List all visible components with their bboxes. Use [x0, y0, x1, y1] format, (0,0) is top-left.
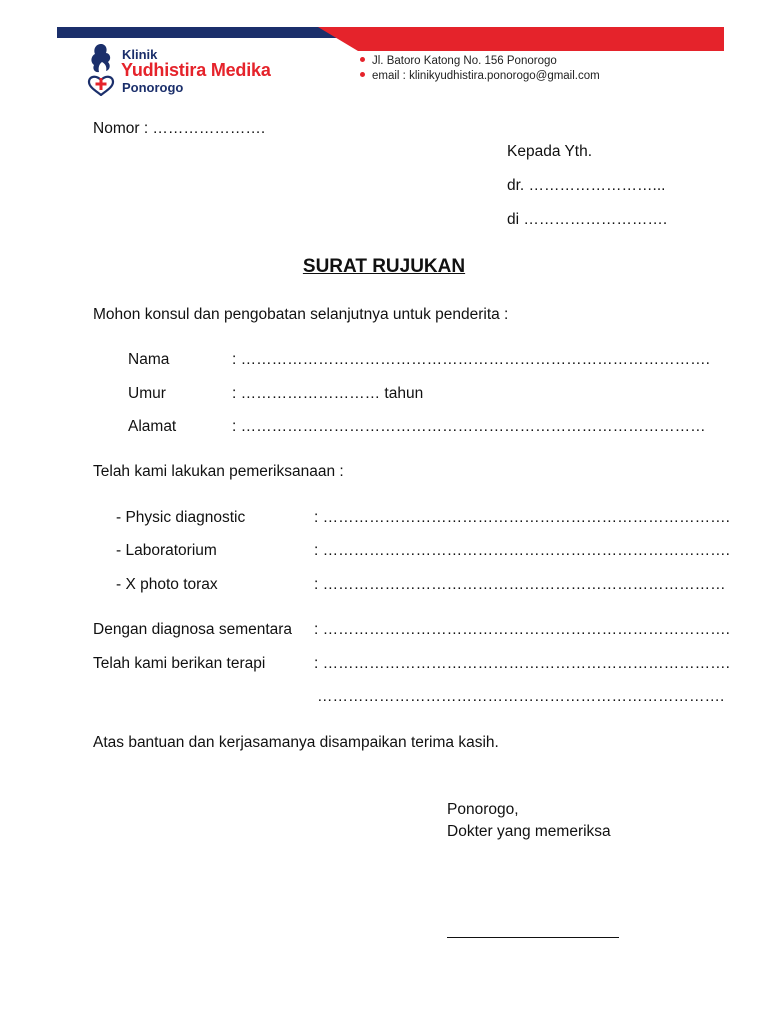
patient-address-value: : ……………………………………………………………………………… [232, 418, 706, 435]
recipient-doctor: dr. ……………………... [507, 177, 666, 194]
bullet-dot-icon [360, 72, 365, 77]
brand-city: Ponorogo [122, 80, 184, 95]
diagnosis-value: : ……………………………………………………………………. [314, 621, 730, 638]
exam-value: : ……………………………………………………………………. [314, 509, 730, 526]
exam-label: - Physic diagnostic [116, 509, 246, 526]
document-title: SURAT RUJUKAN [302, 256, 466, 277]
recipient-location: di ………………………. [507, 211, 668, 228]
contact-address [360, 55, 557, 67]
caduceus-heart-logo [86, 40, 116, 96]
patient-age-label: Umur [128, 385, 166, 402]
brand-prefix: Klinik [122, 47, 158, 62]
therapy-continuation: ……………………………………………………………………. [317, 688, 725, 705]
exam-intro: Telah kami lakukan pemeriksanaan : [93, 463, 344, 480]
patient-age-value: : ……………………… tahun [232, 385, 424, 402]
recipient-to: Kepada Yth. [507, 143, 593, 160]
exam-value: : …………………………………………………………………… [314, 576, 726, 593]
therapy-value: : ……………………………………………………………………. [314, 655, 730, 672]
intro-text: Mohon konsul dan pengobatan selanjutnya untuk penderita : [93, 306, 509, 323]
email-text: email : klinikyudhistira.ponorogo@gmail.com [372, 70, 600, 82]
contact-email [360, 70, 600, 82]
signature-line [447, 937, 619, 938]
patient-name-value: : ………………………………………………………………………………. [232, 351, 710, 368]
signature-place: Ponorogo, [447, 801, 519, 818]
exam-value: : ……………………………………………………………………. [314, 542, 730, 559]
header-band-blue [57, 27, 342, 38]
exam-label: - Laboratorium [116, 542, 217, 559]
signature-role: Dokter yang memeriksa [447, 823, 611, 840]
bullet-dot-icon [360, 57, 365, 62]
patient-address-label: Alamat [128, 418, 177, 435]
closing-text: Atas bantuan dan kerjasamanya disampaikan terima kasih. [93, 734, 499, 751]
letter-number: Nomor : …………………. [93, 120, 266, 137]
brand-name: Yudhistira Medika [121, 60, 271, 80]
diagnosis-label: Dengan diagnosa sementara [93, 621, 293, 638]
patient-name-label: Nama [128, 351, 170, 368]
therapy-label: Telah kami berikan terapi [93, 655, 266, 672]
address-text: Jl. Batoro Katong No. 156 Ponorogo [372, 55, 557, 67]
header-band-red [318, 27, 724, 51]
exam-label: - X photo torax [116, 576, 218, 593]
